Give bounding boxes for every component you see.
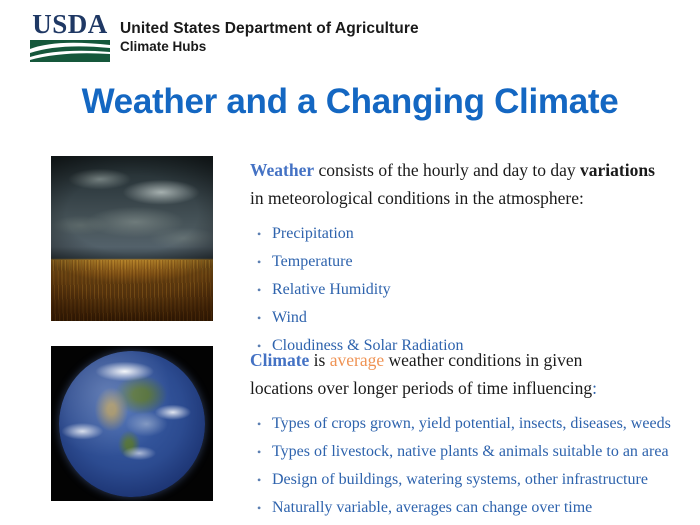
- page-title: Weather and a Changing Climate: [81, 82, 619, 121]
- list-item: [250, 494, 690, 522]
- bullet-dot-icon: •: [257, 445, 262, 459]
- weather-textblock: [250, 156, 690, 360]
- climate-intro-colon: :: [592, 378, 598, 398]
- bullet-dot-icon: •: [257, 255, 262, 269]
- bullet-text: Wind: [272, 309, 307, 326]
- weather-lead-word: Weather: [250, 160, 315, 180]
- bullet-text: Naturally variable, averages can change over time: [272, 499, 593, 516]
- bullet-text: Temperature: [272, 253, 353, 270]
- weather-intro-line2: in meteorological conditions in the atmosphere:: [250, 188, 584, 208]
- bullet-dot-icon: •: [257, 473, 262, 487]
- list-item: [250, 466, 690, 494]
- climate-intro-line2: locations over longer periods of time influencing: [250, 378, 593, 398]
- list-item: [250, 438, 690, 466]
- bullet-dot-icon: •: [257, 311, 262, 325]
- climate-intro-text2: weather conditions in given: [384, 350, 583, 370]
- climate-textblock: [250, 346, 690, 522]
- usda-logo: [30, 10, 110, 62]
- list-item: [250, 304, 690, 332]
- bullet-dot-icon: •: [257, 417, 262, 431]
- header: [0, 0, 700, 70]
- earth-globe: [59, 351, 205, 497]
- bullet-text: Cloudiness & Solar Radiation: [272, 337, 464, 354]
- weather-bullet-list: [250, 220, 690, 360]
- bullet-dot-icon: •: [257, 501, 262, 515]
- bullet-text: Relative Humidity: [272, 281, 391, 298]
- climate-lead-word: Climate: [250, 350, 310, 370]
- usda-field-swoosh-icon: [30, 40, 110, 62]
- wheat-field-texture: [51, 260, 213, 321]
- list-item: [250, 276, 690, 304]
- department-name: United States Department of Agriculture: [120, 20, 419, 37]
- bullet-text: Precipitation: [272, 225, 354, 242]
- weather-intro-text: consists of the hourly and day to day: [314, 160, 581, 180]
- climate-bullet-list: [250, 410, 690, 522]
- list-item: [250, 248, 690, 276]
- list-item: [250, 220, 690, 248]
- climate-highlight-word: average: [329, 350, 385, 370]
- climate-intro: [250, 346, 690, 402]
- weather-emphasis-word: variations: [580, 160, 655, 180]
- bullet-text: Types of crops grown, yield potential, insects, diseases, weeds: [272, 415, 671, 432]
- usda-wordmark: USDA: [32, 9, 108, 39]
- bullet-text: Types of livestock, native plants & animals suitable to an area: [272, 443, 669, 460]
- bullet-dot-icon: •: [257, 283, 262, 297]
- division-name: Climate Hubs: [120, 39, 207, 54]
- weather-intro: [250, 156, 690, 212]
- earth-from-space-photo: [51, 346, 213, 501]
- storm-clouds-over-wheat-field-photo: [51, 156, 213, 321]
- bullet-dot-icon: •: [257, 227, 262, 241]
- climate-intro-text1: is: [309, 350, 330, 370]
- bullet-text: Design of buildings, watering systems, other infrastructure: [272, 471, 648, 488]
- bullet-dot-icon: •: [257, 339, 262, 353]
- list-item: [250, 410, 690, 438]
